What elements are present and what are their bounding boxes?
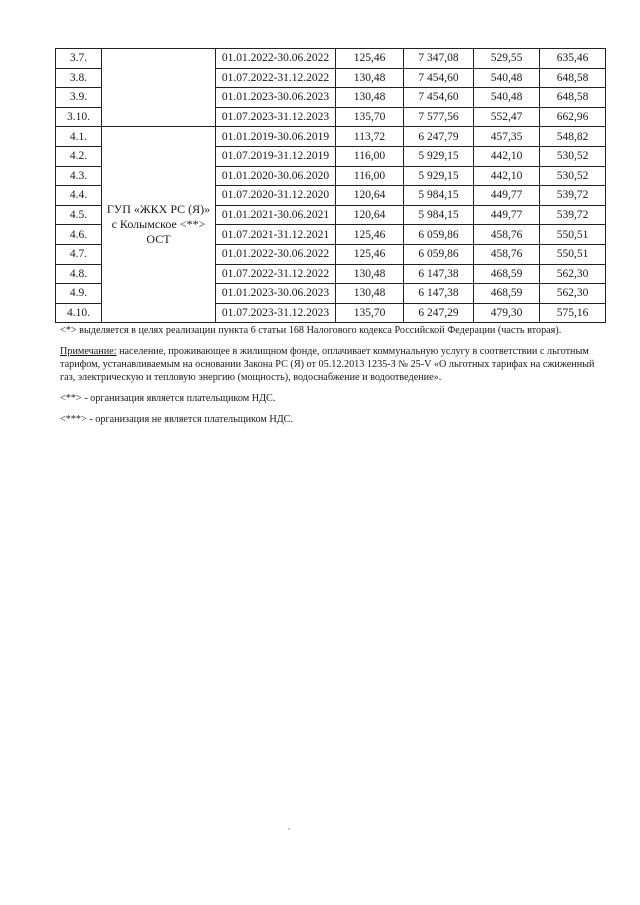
row-number: 3.10. <box>56 107 102 127</box>
row-number: 4.4. <box>56 186 102 206</box>
value-cell-2: 6 059,86 <box>404 225 474 245</box>
value-cell-4: 662,96 <box>540 107 606 127</box>
value-cell-2: 6 147,38 <box>404 264 474 284</box>
footnote-vat-payer: <**> - организация является плательщиком НДС. <box>60 393 276 404</box>
value-cell-2: 5 984,15 <box>404 186 474 206</box>
value-cell-1: 135,70 <box>336 107 404 127</box>
remark-label: Примечание: <box>60 346 117 357</box>
scan-speck <box>288 828 290 830</box>
period-cell: 01.01.2019-30.06.2019 <box>216 127 336 147</box>
value-cell-2: 6 059,86 <box>404 244 474 264</box>
value-cell-3: 552,47 <box>474 107 540 127</box>
value-cell-4: 530,52 <box>540 166 606 186</box>
row-number: 4.8. <box>56 264 102 284</box>
value-cell-4: 548,82 <box>540 127 606 147</box>
value-cell-3: 468,59 <box>474 284 540 304</box>
value-cell-4: 648,58 <box>540 88 606 108</box>
row-number: 3.8. <box>56 68 102 88</box>
value-cell-3: 458,76 <box>474 225 540 245</box>
value-cell-2: 7 454,60 <box>404 68 474 88</box>
value-cell-4: 550,51 <box>540 244 606 264</box>
value-cell-1: 120,64 <box>336 205 404 225</box>
value-cell-2: 5 984,15 <box>404 205 474 225</box>
value-cell-4: 539,72 <box>540 186 606 206</box>
value-cell-1: 130,48 <box>336 284 404 304</box>
value-cell-2: 6 247,79 <box>404 127 474 147</box>
value-cell-1: 125,46 <box>336 225 404 245</box>
value-cell-3: 529,55 <box>474 49 540 69</box>
notes-block <box>60 324 608 434</box>
value-cell-2: 7 454,60 <box>404 88 474 108</box>
value-cell-1: 113,72 <box>336 127 404 147</box>
value-cell-3: 449,77 <box>474 186 540 206</box>
footnote-not-vat-payer: <***> - организация не является плательщиком НДС. <box>60 414 294 425</box>
value-cell-1: 125,46 <box>336 244 404 264</box>
tariff-table <box>55 48 606 323</box>
footnote-vat-allocation: <*> выделяется в целях реализации пункта 6 статьи 168 Налогового кодекса Российской Федерации (часть вторая). <box>60 325 562 336</box>
period-cell: 01.01.2022-30.06.2022 <box>216 49 336 69</box>
row-number: 4.6. <box>56 225 102 245</box>
value-cell-2: 6 147,38 <box>404 284 474 304</box>
value-cell-4: 539,72 <box>540 205 606 225</box>
org-cell <box>102 127 216 323</box>
value-cell-3: 479,30 <box>474 303 540 323</box>
value-cell-3: 540,48 <box>474 88 540 108</box>
row-number: 4.1. <box>56 127 102 147</box>
period-cell: 01.07.2022-31.12.2022 <box>216 264 336 284</box>
remark-text: население, проживающее в жилищном фонде, оплачивает коммунальную услугу в соответствии с льготным тарифом, устанавливаемым на основании Закона РС (Я) от 05.12.2013 1235-З № 25-V «О льготных тарифах на сжиженный газ, электрическую и тепловую энергию (мощность), водоснабжение и водоотведение». <box>60 346 595 383</box>
row-number: 4.3. <box>56 166 102 186</box>
value-cell-2: 7 577,56 <box>404 107 474 127</box>
org-name-line: ОСТ <box>146 232 171 247</box>
period-cell: 01.01.2021-30.06.2021 <box>216 205 336 225</box>
value-cell-2: 5 929,15 <box>404 146 474 166</box>
value-cell-1: 120,64 <box>336 186 404 206</box>
value-cell-1: 130,48 <box>336 264 404 284</box>
value-cell-4: 550,51 <box>540 225 606 245</box>
period-cell: 01.01.2020-30.06.2020 <box>216 166 336 186</box>
row-number: 4.7. <box>56 244 102 264</box>
period-cell: 01.07.2023-31.12.2023 <box>216 107 336 127</box>
value-cell-1: 135,70 <box>336 303 404 323</box>
table-row <box>56 49 606 69</box>
row-number: 3.7. <box>56 49 102 69</box>
value-cell-1: 130,48 <box>336 68 404 88</box>
period-cell: 01.01.2022-30.06.2022 <box>216 244 336 264</box>
value-cell-4: 648,58 <box>540 68 606 88</box>
value-cell-2: 6 247,29 <box>404 303 474 323</box>
value-cell-2: 5 929,15 <box>404 166 474 186</box>
value-cell-3: 442,10 <box>474 146 540 166</box>
period-cell: 01.01.2023-30.06.2023 <box>216 284 336 304</box>
table-row <box>56 127 606 147</box>
org-name-line: с Колымское <**> <box>111 217 206 232</box>
value-cell-3: 442,10 <box>474 166 540 186</box>
period-cell: 01.07.2021-31.12.2021 <box>216 225 336 245</box>
value-cell-1: 125,46 <box>336 49 404 69</box>
period-cell: 01.01.2023-30.06.2023 <box>216 88 336 108</box>
row-number: 4.5. <box>56 205 102 225</box>
value-cell-4: 530,52 <box>540 146 606 166</box>
value-cell-3: 449,77 <box>474 205 540 225</box>
value-cell-4: 575,16 <box>540 303 606 323</box>
value-cell-4: 562,30 <box>540 264 606 284</box>
period-cell: 01.07.2022-31.12.2022 <box>216 68 336 88</box>
org-cell-empty <box>102 49 216 127</box>
value-cell-3: 457,35 <box>474 127 540 147</box>
value-cell-1: 116,00 <box>336 146 404 166</box>
period-cell: 01.07.2019-31.12.2019 <box>216 146 336 166</box>
remark-paragraph <box>60 345 608 384</box>
org-name-line: ГУП «ЖКХ РС (Я)» <box>106 202 211 217</box>
value-cell-3: 540,48 <box>474 68 540 88</box>
row-number: 4.10. <box>56 303 102 323</box>
table-body <box>56 49 606 323</box>
value-cell-4: 635,46 <box>540 49 606 69</box>
row-number: 3.9. <box>56 88 102 108</box>
value-cell-1: 130,48 <box>336 88 404 108</box>
value-cell-3: 458,76 <box>474 244 540 264</box>
value-cell-3: 468,59 <box>474 264 540 284</box>
value-cell-4: 562,30 <box>540 284 606 304</box>
period-cell: 01.07.2023-31.12.2023 <box>216 303 336 323</box>
row-number: 4.9. <box>56 284 102 304</box>
value-cell-2: 7 347,08 <box>404 49 474 69</box>
value-cell-1: 116,00 <box>336 166 404 186</box>
period-cell: 01.07.2020-31.12.2020 <box>216 186 336 206</box>
row-number: 4.2. <box>56 146 102 166</box>
